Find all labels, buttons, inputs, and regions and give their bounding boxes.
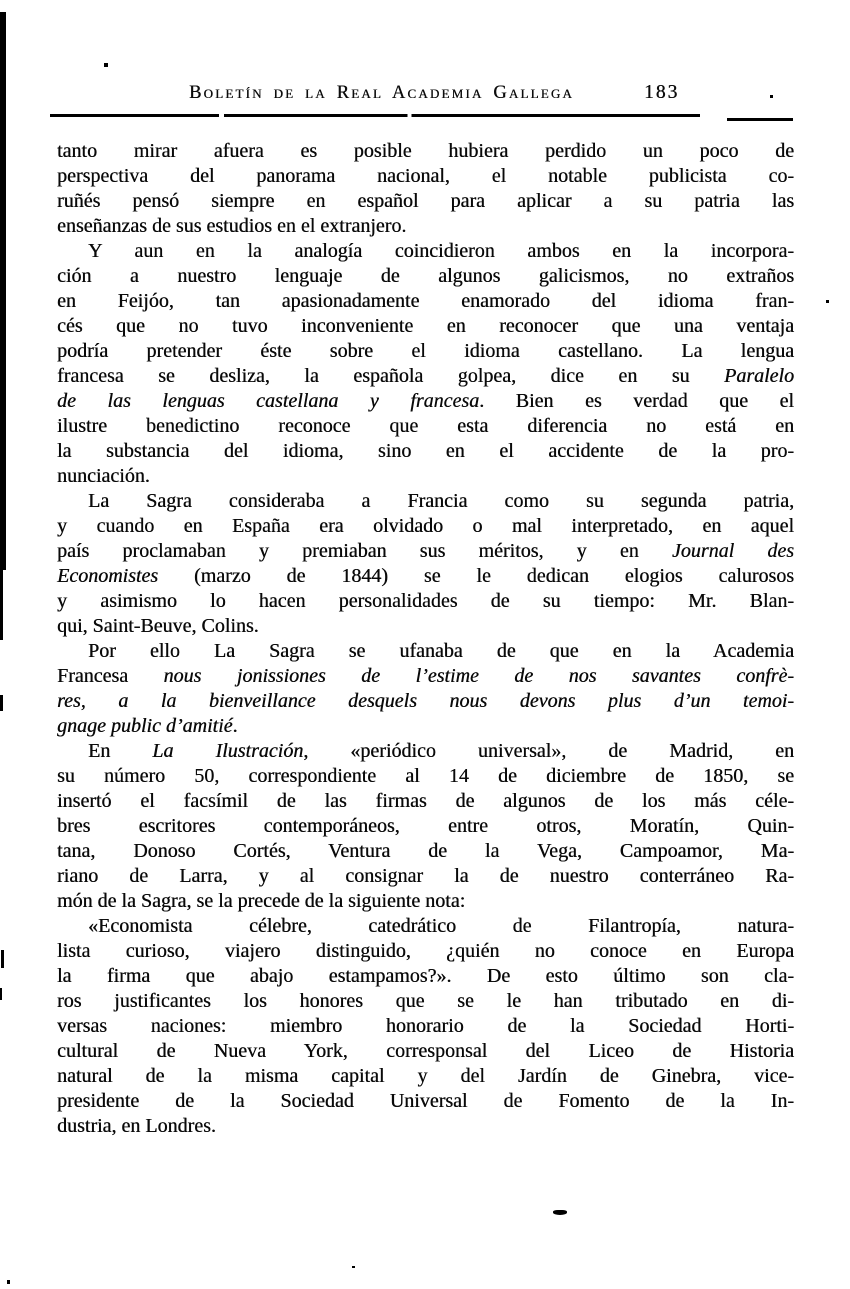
text-run: . Bien es verdad que el: [479, 390, 794, 412]
text-line: [57, 1114, 794, 1139]
text-line: [57, 1014, 794, 1039]
italic-text-run: nous jonissiones de l’estime de nos savantes confrè-: [163, 665, 794, 687]
scan-edge-tick: [0, 988, 2, 1000]
text-line: [57, 739, 794, 764]
text-run: cés que no tuvo inconveniente en reconocer que una ventaja: [57, 315, 794, 337]
text-line: [57, 214, 794, 239]
text-run: insertó el facsímil de las firmas de algunos de los más céle-: [57, 790, 794, 812]
text-run: dustria, en Londres.: [57, 1115, 216, 1137]
text-run: perspectiva del panorama nacional, el notable publicista co-: [57, 165, 794, 187]
text-run: Francesa: [57, 665, 164, 687]
italic-text-run: Economistes: [57, 565, 159, 587]
text-line: [57, 1089, 794, 1114]
text-line: [57, 764, 794, 789]
text-run: bres escritores contemporáneos, entre otros, Moratín, Quin-: [57, 815, 794, 837]
text-run: podría pretender éste sobre el idioma castellano. La lengua: [57, 340, 794, 362]
text-run: ruñés pensó siempre en español para aplicar a su patria las: [57, 190, 794, 212]
text-run: ros justificantes los honores que se le han tributado en di-: [57, 990, 794, 1012]
text-line: [57, 789, 794, 814]
text-run: enseñanzas de sus estudios en el extranjero.: [57, 215, 407, 237]
text-run: francesa se desliza, la española golpea, dice en su: [57, 365, 724, 387]
text-line: [57, 689, 794, 714]
italic-text-run: res, a la bienveillance desquels nous devons plus d’un temoi-: [57, 690, 794, 712]
scan-speck: [770, 95, 773, 98]
text-run: en Feijóo, tan apasionadamente enamorado del idioma fran-: [57, 290, 794, 312]
text-run: su número 50, correspondiente al 14 de diciembre de 1850, se: [57, 765, 794, 787]
text-line: [57, 639, 794, 664]
header-rule: [50, 114, 700, 117]
text-run: qui, Saint-Beuve, Colins.: [57, 615, 259, 637]
text-run: cultural de Nueva York, corresponsal del Liceo de Historia: [57, 1040, 794, 1062]
text-run: , «periódico universal», de Madrid, en: [303, 740, 795, 762]
text-line: [57, 539, 794, 564]
text-line: [57, 1064, 794, 1089]
text-line: [57, 914, 794, 939]
text-run: tana, Donoso Cortés, Ventura de la Vega, Campoamor, Ma-: [57, 840, 794, 862]
text-run: y cuando en España era olvidado o mal interpretado, en aquel: [57, 515, 794, 537]
text-run: tanto mirar afuera es posible hubiera perdido un poco de: [57, 140, 794, 162]
scan-speck: [826, 300, 829, 303]
scan-speck: [553, 1210, 567, 1215]
text-run: la firma que abajo estampamos?». De esto último son cla-: [57, 965, 794, 987]
text-run: .: [232, 715, 238, 737]
text-line: [57, 989, 794, 1014]
scan-speck: [352, 1266, 355, 1268]
italic-text-run: gnage public d’amitié: [57, 715, 233, 737]
text-line: [57, 814, 794, 839]
text-line: [57, 964, 794, 989]
page-number: 183: [644, 82, 680, 103]
text-line: [57, 589, 794, 614]
text-line: [57, 439, 794, 464]
text-line: [57, 289, 794, 314]
text-line: [57, 864, 794, 889]
text-run: la substancia del idioma, sino en el accidente de la pro-: [57, 440, 794, 462]
text-run: (marzo de 1844) se le dedican elogios calurosos: [158, 565, 794, 587]
scan-edge-bar-thin: [0, 570, 3, 640]
text-line: [57, 239, 794, 264]
italic-text-run: Journal des: [671, 540, 794, 562]
italic-text-run: Paralelo: [724, 365, 794, 387]
text-line: [57, 839, 794, 864]
text-run: «Economista célebre, catedrático de Filantropía, natura-: [88, 915, 794, 937]
text-run: Por ello La Sagra se ufanaba de que en la Academia: [88, 640, 794, 662]
text-line: [57, 464, 794, 489]
text-line: [57, 1039, 794, 1064]
scan-edge-tick: [0, 695, 3, 711]
scan-speck: [7, 1280, 10, 1284]
text-line: [57, 414, 794, 439]
text-run: nunciación.: [57, 465, 150, 487]
scan-edge-bar: [0, 12, 6, 570]
italic-text-run: La Ilustración: [152, 740, 304, 762]
text-block: [57, 139, 794, 1139]
text-run: món de la Sagra, se la precede de la siguiente nota:: [57, 890, 466, 912]
text-line: [57, 889, 794, 914]
text-line: [57, 364, 794, 389]
text-run: ción a nuestro lenguaje de algunos galicismos, no extraños: [57, 265, 794, 287]
text-line: [57, 139, 794, 164]
text-line: [57, 664, 794, 689]
text-run: La Sagra consideraba a Francia como su segunda patria,: [88, 490, 794, 512]
text-line: [57, 389, 794, 414]
text-run: natural de la misma capital y del Jardín de Ginebra, vice-: [57, 1065, 794, 1087]
text-line: [57, 514, 794, 539]
text-run: Y aun en la analogía coincidieron ambos en la incorpora-: [88, 240, 794, 262]
text-run: lista curioso, viajero distinguido, ¿quién no conoce en Europa: [57, 940, 794, 962]
text-run: ilustre benedictino reconoce que esta diferencia no está en: [57, 415, 794, 437]
running-head-title: Boletín de la Real Academia Gallega: [189, 83, 575, 103]
text-line: [57, 564, 794, 589]
text-line: [57, 264, 794, 289]
text-run: En: [88, 740, 153, 762]
scan-speck: [104, 63, 108, 67]
header-rule-right-segment: [727, 118, 793, 121]
text-line: [57, 614, 794, 639]
text-run: versas naciones: miembro honorario de la Sociedad Horti-: [57, 1015, 794, 1037]
text-line: [57, 189, 794, 214]
text-line: [57, 939, 794, 964]
text-run: y asimismo lo hacen personalidades de su tiempo: Mr. Blan-: [57, 590, 794, 612]
text-line: [57, 314, 794, 339]
italic-text-run: de las lenguas castellana y francesa: [57, 390, 480, 412]
text-line: [57, 339, 794, 364]
scan-edge-tick: [1, 950, 4, 968]
text-run: riano de Larra, y al consignar la de nuestro conterráneo Ra-: [57, 865, 794, 887]
text-run: país proclamaban y premiaban sus méritos, y en: [57, 540, 672, 562]
text-line: [57, 489, 794, 514]
text-line: [57, 714, 794, 739]
text-run: presidente de la Sociedad Universal de Fomento de la In-: [57, 1090, 794, 1112]
text-line: [57, 164, 794, 189]
